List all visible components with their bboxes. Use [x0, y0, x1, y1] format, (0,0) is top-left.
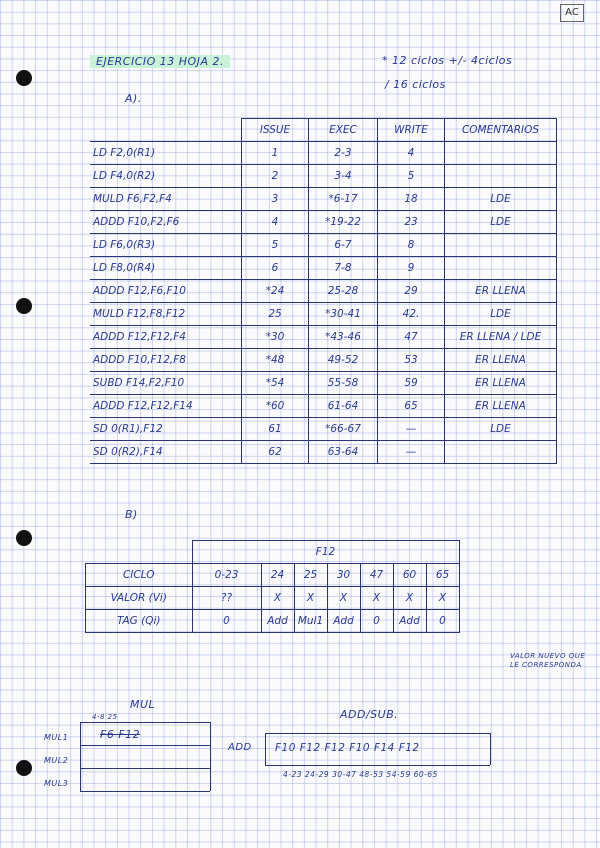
- exec-cell: 7-8: [309, 257, 378, 280]
- issue-cell: *48: [242, 349, 309, 372]
- write-cell: 8: [378, 234, 445, 257]
- side-note: VALOR NUEVO QUE LE CORRESPONDA: [510, 652, 586, 669]
- comment-cell: ER LLENA / LDE: [445, 326, 557, 349]
- issue-cell: 3: [242, 188, 309, 211]
- tag-cell: 0: [360, 610, 393, 633]
- write-cell: 9: [378, 257, 445, 280]
- instr-cell: ADDD F10,F2,F6: [90, 211, 242, 234]
- table-row: [90, 303, 557, 326]
- add-cycles: 4-23 24-29 30-47 48-53 54-59 60-65: [283, 770, 438, 779]
- binder-hole: [16, 70, 32, 86]
- instr-cell: ADDD F10,F12,F8: [90, 349, 242, 372]
- tag-cell: Add: [261, 610, 294, 633]
- row-label: TAG (Qi): [86, 610, 193, 633]
- cycle-cell: 24: [261, 564, 294, 587]
- row-label: CICLO: [86, 564, 193, 587]
- exec-header: EXEC: [309, 119, 378, 142]
- write-header: WRITE: [378, 119, 445, 142]
- issue-header: ISSUE: [242, 119, 309, 142]
- cycle-note-2: / 16 ciclos: [385, 78, 446, 91]
- part-b-label: B): [125, 508, 138, 521]
- cycle-note-1: * 12 ciclos +/- 4ciclos: [382, 54, 513, 67]
- instr-cell: LD F4,0(R2): [90, 165, 242, 188]
- mul-entries: F6 F12: [100, 728, 141, 741]
- value-cell: X: [393, 587, 426, 610]
- corner-mark: AC: [560, 4, 584, 22]
- instr-cell: MULD F12,F8,F12: [90, 303, 242, 326]
- exec-cell: 61-64: [309, 395, 378, 418]
- comment-cell: [445, 441, 557, 464]
- add-title: ADD/SUB.: [340, 708, 399, 721]
- value-cell: X: [261, 587, 294, 610]
- issue-cell: 2: [242, 165, 309, 188]
- write-cell: —: [378, 418, 445, 441]
- comment-cell: [445, 165, 557, 188]
- row-label: VALOR (Vi): [86, 587, 193, 610]
- comment-cell: LDE: [445, 211, 557, 234]
- exec-cell: *6-17: [309, 188, 378, 211]
- comment-cell: ER LLENA: [445, 395, 557, 418]
- tag-cell: Add: [393, 610, 426, 633]
- instr-cell: LD F8,0(R4): [90, 257, 242, 280]
- cycle-cell: 47: [360, 564, 393, 587]
- cycle-cell: 65: [426, 564, 459, 587]
- issue-cell: *60: [242, 395, 309, 418]
- cycle-cell: 0-23: [192, 564, 261, 587]
- register-label: F12: [192, 541, 459, 564]
- table-row: [90, 326, 557, 349]
- issue-cell: 4: [242, 211, 309, 234]
- binder-hole: [16, 760, 32, 776]
- cycle-cell: 60: [393, 564, 426, 587]
- tag-cell: Mul1: [294, 610, 327, 633]
- issue-cell: 5: [242, 234, 309, 257]
- instr-cell: ADDD F12,F6,F10: [90, 280, 242, 303]
- mul-row: MUL1: [44, 733, 69, 742]
- comment-cell: [445, 142, 557, 165]
- write-cell: 53: [378, 349, 445, 372]
- table-row: [90, 211, 557, 234]
- exec-cell: 2-3: [309, 142, 378, 165]
- table-row: [90, 280, 557, 303]
- write-cell: 65: [378, 395, 445, 418]
- table-row: [90, 349, 557, 372]
- write-cell: 42.: [378, 303, 445, 326]
- write-cell: 5: [378, 165, 445, 188]
- table-row: [90, 395, 557, 418]
- table-row: [90, 372, 557, 395]
- instr-cell: LD F6,0(R3): [90, 234, 242, 257]
- exec-cell: 63-64: [309, 441, 378, 464]
- value-cell: X: [327, 587, 360, 610]
- table-row: [90, 418, 557, 441]
- exec-cell: 49-52: [309, 349, 378, 372]
- table-row: [90, 234, 557, 257]
- table-row: [90, 441, 557, 464]
- value-cell: X: [294, 587, 327, 610]
- mul-row: MUL3: [44, 779, 69, 788]
- exec-cell: 3-4: [309, 165, 378, 188]
- add-entries: F10 F12 F12 F10 F14 F12: [275, 742, 420, 754]
- comment-cell: ER LLENA: [445, 349, 557, 372]
- tag-cell: 0: [426, 610, 459, 633]
- instr-header: [90, 119, 242, 142]
- write-cell: 18: [378, 188, 445, 211]
- register-status-table: [85, 540, 460, 633]
- instr-cell: ADDD F12,F12,F4: [90, 326, 242, 349]
- write-cell: 4: [378, 142, 445, 165]
- instr-cell: SD 0(R2),F14: [90, 441, 242, 464]
- value-cell: ??: [192, 587, 261, 610]
- instr-cell: SD 0(R1),F12: [90, 418, 242, 441]
- exec-cell: 55-58: [309, 372, 378, 395]
- exec-cell: *30-41: [309, 303, 378, 326]
- instr-cell: MULD F6,F2,F4: [90, 188, 242, 211]
- comments-header: COMENTARIOS: [445, 119, 557, 142]
- binder-hole: [16, 530, 32, 546]
- issue-cell: 61: [242, 418, 309, 441]
- issue-cell: *30: [242, 326, 309, 349]
- cycle-cell: 25: [294, 564, 327, 587]
- issue-cell: 62: [242, 441, 309, 464]
- write-cell: —: [378, 441, 445, 464]
- mul-row: MUL2: [44, 756, 69, 765]
- write-cell: 47: [378, 326, 445, 349]
- exec-cell: *43-46: [309, 326, 378, 349]
- issue-cell: 25: [242, 303, 309, 326]
- comment-cell: ER LLENA: [445, 372, 557, 395]
- issue-cell: *24: [242, 280, 309, 303]
- write-cell: 59: [378, 372, 445, 395]
- comment-cell: [445, 234, 557, 257]
- tag-cell: 0: [192, 610, 261, 633]
- instr-cell: ADDD F12,F12,F14: [90, 395, 242, 418]
- mul-title: MUL: [130, 698, 156, 711]
- write-cell: 23: [378, 211, 445, 234]
- write-cell: 29: [378, 280, 445, 303]
- tag-cell: Add: [327, 610, 360, 633]
- comment-cell: LDE: [445, 188, 557, 211]
- issue-cell: 6: [242, 257, 309, 280]
- exec-cell: 25-28: [309, 280, 378, 303]
- exec-cell: 6-7: [309, 234, 378, 257]
- instr-cell: SUBD F14,F2,F10: [90, 372, 242, 395]
- comment-cell: LDE: [445, 303, 557, 326]
- issue-cell: 1: [242, 142, 309, 165]
- exec-cell: *66-67: [309, 418, 378, 441]
- tomasulo-table: [90, 118, 557, 464]
- comment-cell: [445, 257, 557, 280]
- issue-cell: *54: [242, 372, 309, 395]
- table-row: [90, 257, 557, 280]
- comment-cell: ER LLENA: [445, 280, 557, 303]
- binder-hole: [16, 298, 32, 314]
- mul-cycles: 4-8 25: [92, 713, 118, 721]
- value-cell: X: [426, 587, 459, 610]
- comment-cell: LDE: [445, 418, 557, 441]
- add-row: ADD: [228, 742, 252, 753]
- page-title: EJERCICIO 13 HOJA 2.: [90, 55, 230, 68]
- table-row: [90, 188, 557, 211]
- cycle-cell: 30: [327, 564, 360, 587]
- exec-cell: *19-22: [309, 211, 378, 234]
- instr-cell: LD F2,0(R1): [90, 142, 242, 165]
- part-a-label: A).: [125, 92, 142, 105]
- table-row: [90, 165, 557, 188]
- table-row: [90, 142, 557, 165]
- value-cell: X: [360, 587, 393, 610]
